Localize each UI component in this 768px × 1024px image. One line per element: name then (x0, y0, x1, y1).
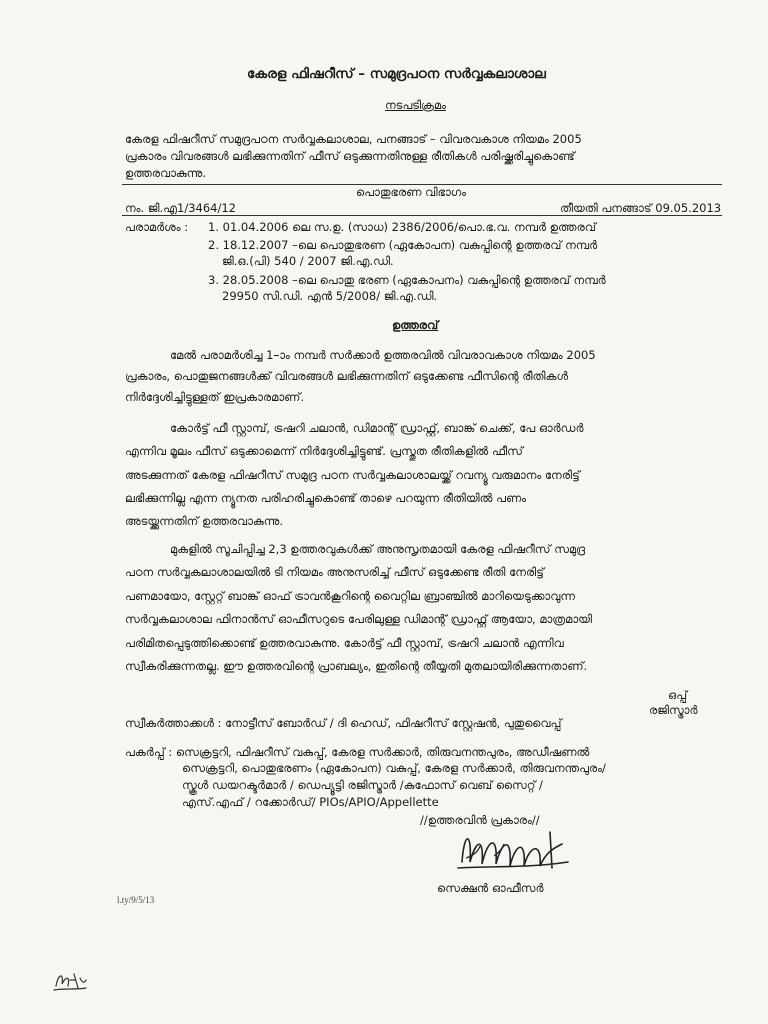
by-order-line: //ഉത്തരവിൻ പ്രകാരം// (420, 813, 540, 827)
reference-2: 2. 18.12.2007 –ലെ പൊതുഭരണ (ഏകോപന) വകുപ്പിന്റെ ഉത്തരവ് നമ്പർ (208, 238, 598, 252)
para2-line-1: കോർട്ട് ഫീ സ്റ്റാമ്പ്, ട്രഷറി ചലാൻ, ഡിമാന്റ് ഡ്രാഫ്റ്റ്, ബാങ്ക് ചെക്ക്, പേ ഓർഡർ (170, 421, 584, 435)
order-number: നം. ജി.എ1/3464/12 (125, 201, 236, 215)
para1-line-2: പ്രകാരം, പൊതുജനങ്ങൾക്ക് വിവരങ്ങൾ ലഭിക്കുന്നതിന് ഒടുക്കേണ്ട ഫീസിന്റെ രീതികൾ (125, 369, 568, 383)
references-label: പരാമർശം : (125, 220, 189, 234)
proceedings-heading: നടപടിക്രമം (385, 98, 446, 112)
para2-line-5: അടയ്ക്കുന്നതിന് ഉത്തരവാകുന്നു. (125, 514, 284, 528)
abstract-line-2: പ്രകാരം വിവരങ്ങൾ ലഭിക്കുന്നതിന് ഫീസ് ഒടുക്കുന്നതിനുള്ള രീതികൾ പരിഷ്ക്കരിച്ചുകൊണ്ട് (125, 149, 575, 163)
para3-line-4: സർവ്വകലാശാല ഫിനാൻസ് ഓഫീസറുടെ പേരിലുള്ള ഡിമാന്റ് ഡ്രാഫ്റ്റ് ആയോ, മാത്രമായി (125, 612, 592, 626)
recipients-line: സ്വീകർത്താക്കൾ : നോട്ടീസ് ബോർഡ് / ദി ഹെഡ്, ഫിഷറീസ് സ്റ്റേഷൻ, പുതുവൈപ്പ് (125, 716, 562, 730)
divider-bottom (122, 215, 722, 216)
reference-3-cont: 29950 സി.ഡി. എൻ 5/2008/ ജി.എ.ഡി. (222, 289, 438, 303)
para2-line-3: അടക്കുന്നത് കേരള ഫിഷറീസ് സമുദ്ര പഠന സർവ്വകലാശാലയ്ക്ക് റവന്യൂ വരുമാനം നേരിട്ട് (125, 468, 580, 482)
copy-line-2: സെക്രട്ടറി, പൊതുഭരണം (ഏകോപന) വകുപ്പ്, കേരള സർക്കാർ, തിരുവനന്തപുരം/ (182, 761, 606, 775)
abstract-line-3: ഉത്തരവാകുന്നു. (125, 166, 207, 180)
document-title: കേരള ഫിഷറീസ് – സമുദ്രപഠന സർവ്വകലാശാല (247, 66, 546, 82)
initials-mark (52, 966, 88, 994)
abstract-line-1: കേരള ഫിഷറീസ് സമുദ്രപഠന സർവ്വകലാശാല, പനങ്ങാട് – വിവരവകാശ നിയമം 2005 (125, 132, 582, 146)
registrar-label: രജിസ്ട്രാർ (649, 703, 698, 717)
para3-line-1: മുകളിൽ സൂചിപ്പിച്ച 2,3 ഉത്തരവുകൾക്ക് അനുസൃതമായി കേരള ഫിഷറീസ് സമുദ്ര (170, 542, 586, 556)
order-heading: ഉത്തരവ് (392, 318, 439, 332)
reference-1: 1. 01.04.2006 ലെ സ.ഉ. (സാധ) 2386/2006/പൊ.ഭ.വ. നമ്പർ ഉത്തരവ് (208, 220, 596, 234)
para1-line-3: നിർദ്ദേശിച്ചിട്ടുള്ളത് ഇപ്രകാരമാണ്. (125, 390, 305, 404)
para3-line-6: സ്വീകരിക്കുന്നതല്ല. ഈ ഉത്തരവിന്റെ പ്രാബല്യം, ഇതിന്റെ തീയ്യതി മുതലായിരിക്കുന്നതാണ്. (125, 659, 588, 673)
reference-3: 3. 28.05.2008 –ലെ പൊതു ഭരണ (ഏകോപനം) വകുപ്പിന്റെ ഉത്തരവ് നമ്പർ (208, 273, 606, 287)
copy-line-1: പകർപ്പ് : സെക്രട്ടറി, ഫിഷറീസ് വകുപ്പ്, കേരള സർക്കാർ, തിരുവനന്തപുരം, അഡീഷണൽ (125, 745, 590, 759)
para2-line-2: എന്നിവ മൂലം ഫീസ് ഒടുക്കാമെന്ന് നിർദ്ദേശിച്ചിട്ടുണ്ട്. പ്രസ്തുത രീതികളിൽ ഫീസ് (125, 444, 523, 458)
copy-line-4: എസ്.എഫ് / റക്കോർഡ്/ PIOs/APIO/Appellette (182, 795, 439, 809)
para3-line-2: പഠന സർവ്വകലാശാലയിൽ ടി നിയമം അനുസരിച്ച് ഫീസ് ഒടുക്കേണ്ട രീതി നേരിട്ട് (125, 565, 544, 579)
copy-line-3: സ്കൂൾ ഡയറക്ടർമാർ / ഡെപ്യൂട്ടി രജിസ്ട്രാർ /കുഫോസ് വെബ് സൈറ്റ് / (182, 778, 543, 792)
order-date: തീയതി പനങ്ങാട് 09.05.2013 (560, 201, 722, 215)
initials-note: l.ty/9/5/13 (117, 895, 155, 905)
signed-label: ഒപ്പ് (668, 688, 688, 702)
section-officer-label: സെക്ഷൻ ഓഫീസർ (437, 881, 544, 895)
para1-line-1: മേൽ പരാമർശിച്ച 1–ാം നമ്പർ സർക്കാർ ഉത്തരവിൽ വിവരാവകാശ നിയമം 2005 (170, 348, 596, 362)
para2-line-4: ലഭിക്കുന്നില്ല എന്ന ന്യൂനത പരിഹരിച്ചുകൊണ്ട് താഴെ പറയുന്ന രീതിയിൽ പണം (125, 491, 527, 505)
para3-line-5: പരിമിതപ്പെടുത്തിക്കൊണ്ട് ഉത്തരവാകുന്നു. കോർട്ട് ഫീ സ്റ്റാമ്പ്, ട്രഷറി ചലാൻ എന്നിവ (125, 636, 564, 650)
officer-signature (450, 822, 580, 882)
reference-2-cont: ജി.ഒ.(പി) 540 / 2007 ജി.എ.ഡി. (222, 254, 394, 268)
para3-line-3: പണമായോ, സ്റ്റേറ്റ് ബാങ്ക് ഓഫ് ട്രാവൻകൂറിന്റെ വൈറ്റില ബ്രാഞ്ചിൽ മാറിയെടുക്കാവുന്ന (125, 589, 575, 603)
department-label: പൊതുഭരണ വിഭാഗം (356, 185, 467, 199)
